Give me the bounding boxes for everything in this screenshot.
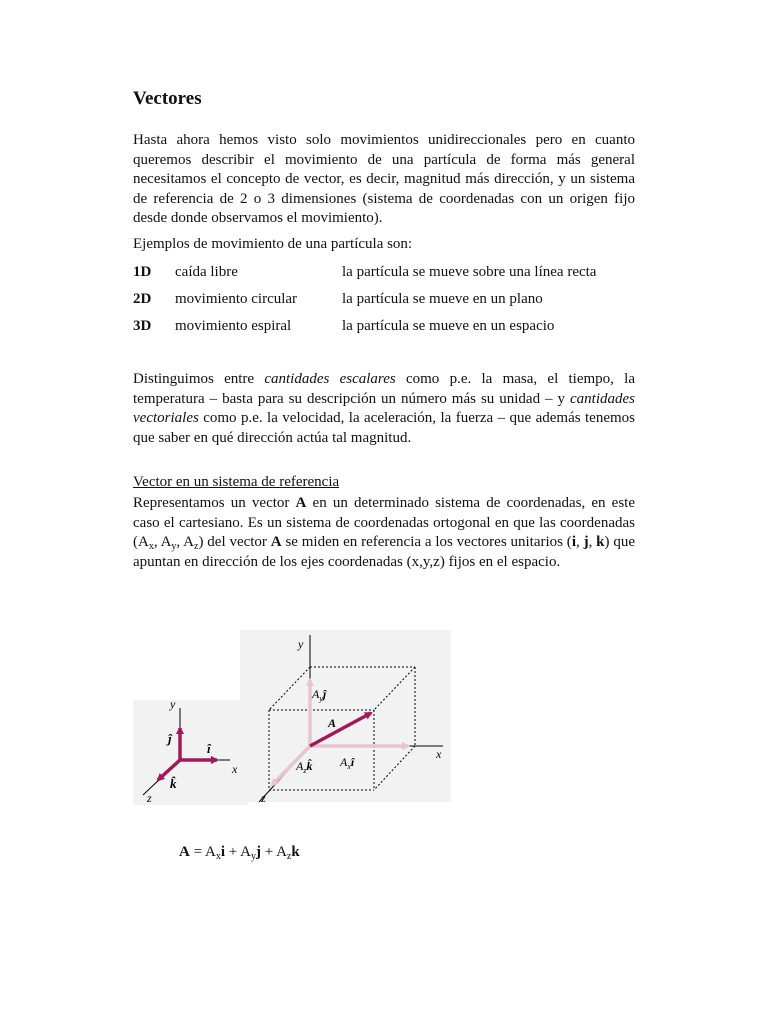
text-run: Representamos un vector [133, 495, 296, 511]
example-dimension: 2D [133, 291, 152, 307]
example-description: la partícula se mueve en un espacio [342, 318, 555, 334]
example-name: movimiento espiral [175, 318, 292, 334]
example-dimension: 3D [133, 318, 152, 334]
intro-paragraph: Hasta ahora hemos visto solo movimientos unidireccionales pero en cuanto queremos describir el movimiento de una partícula de forma más general necesitamos el concepto de vector, es decir, magnitud más dirección, y un sistema de referencia de 2 o 3 dimensiones (sistema de coordenadas con un origen fijo desde donde observamos el movimiento). [133, 132, 635, 226]
j-label: ĵ [168, 731, 172, 746]
Ay-label: $A_yĵ$ [312, 687, 327, 703]
x-axis-label: x [232, 762, 238, 776]
text-run: ) que apuntan en dirección de los ejes coordenadas (x,y,z) fijos en el espacio. [133, 534, 636, 570]
vector-symbol: A [270, 534, 282, 550]
right-panel-background [240, 630, 451, 802]
example-row-2d [133, 291, 635, 311]
subscript: y [171, 541, 177, 552]
A-label: A [328, 716, 337, 730]
text-run: , A [176, 534, 195, 550]
i-label: î [207, 741, 211, 756]
example-name: caída libre [175, 264, 238, 280]
example-description: la partícula se mueve en un plano [342, 291, 543, 307]
example-row-1d [133, 264, 635, 284]
page-title: Vectores [133, 88, 202, 109]
subscript: z [194, 541, 199, 552]
text-run: , [588, 534, 597, 550]
example-name: movimiento circular [175, 291, 298, 307]
vector-diagram [133, 630, 453, 810]
unit-vector-symbol: i [571, 534, 576, 550]
x-axis-label: x [436, 747, 442, 761]
y-axis-label: y [170, 697, 176, 711]
vector-formula: $A = A_xi + A_yj + A_zk$ [179, 844, 300, 862]
example-row-3d [133, 318, 635, 338]
vector-symbol: A [295, 495, 307, 511]
emphasis-scalars: cantidades escalares [264, 371, 396, 387]
text-run: se miden en referencia a los vectores unitarios ( [281, 534, 572, 550]
section-heading: Vector en un sistema de referencia [133, 474, 340, 490]
text-run: Distinguimos entre [133, 371, 265, 387]
Ax-label: $A_xî$ [340, 755, 355, 771]
example-description: la partícula se mueve sobre una línea recta [342, 264, 597, 280]
text-run: , [575, 534, 584, 550]
left-panel-background [133, 700, 248, 805]
text-run: como p.e. la masa, el tiempo, la temperatura – basta para su descripción un número más su unidad – y [133, 371, 635, 407]
examples-lead: Ejemplos de movimiento de una partícula son: [133, 236, 413, 252]
emphasis-vectors: cantidades vectoriales [133, 390, 635, 426]
text-run: en un determinado sistema de coordenadas, en este caso el cartesiano. Es un sistema de coordenadas ortogonal en que las coordenadas (A [133, 495, 635, 550]
reference-paragraph [133, 494, 635, 572]
text-run: ) del vector [198, 534, 271, 550]
text-run: como p.e. la velocidad, la aceleración, la fuerza – que además tenemos que saber en qué dirección actúa tal magnitud. [133, 410, 635, 446]
text-run: , A [153, 534, 172, 550]
unit-vector-symbol: j [583, 534, 589, 550]
y-axis-label: y [298, 637, 304, 651]
example-dimension: 1D [133, 264, 152, 280]
Az-label: $A_zk̂$ [296, 759, 313, 775]
z-axis-label: z [147, 791, 152, 805]
unit-vector-symbol: k [596, 534, 605, 550]
z-axis-label: z [261, 791, 266, 805]
subscript: x [148, 541, 154, 552]
k-label: k̂ [170, 776, 177, 791]
scalars-vectors-paragraph [133, 370, 635, 448]
